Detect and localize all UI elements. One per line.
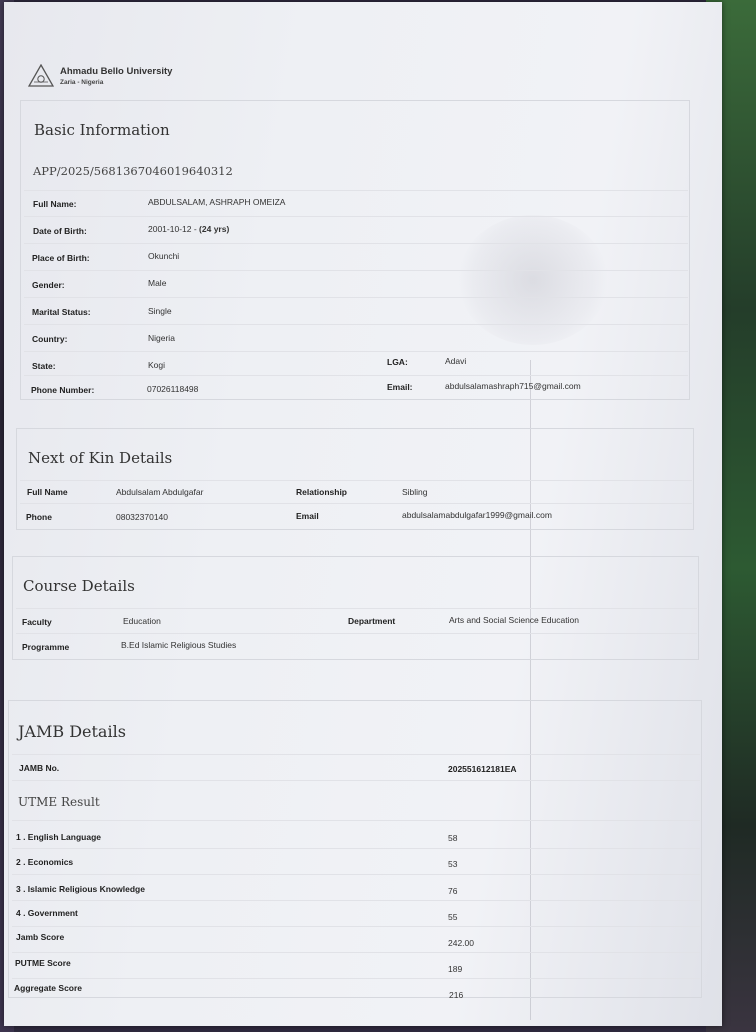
kin-phone-label: Phone	[26, 512, 52, 522]
phone-label: Phone Number:	[31, 385, 95, 395]
email-label: Email:	[387, 382, 413, 392]
country-value: Nigeria	[148, 333, 175, 343]
course-title: Course Details	[23, 577, 135, 595]
marital-value: Single	[148, 306, 172, 316]
next-of-kin-title: Next of Kin Details	[28, 449, 173, 467]
subject-4-name: 4 . Government	[16, 908, 78, 918]
programme-value: B.Ed Islamic Religious Studies	[121, 640, 237, 650]
pob-label: Place of Birth:	[32, 253, 90, 263]
gender-value: Male	[148, 278, 167, 288]
full-name-label: Full Name:	[33, 199, 77, 209]
programme-label: Programme	[22, 642, 70, 652]
putme-score-label: PUTME Score	[15, 958, 71, 968]
aggregate-score-label: Aggregate Score	[14, 983, 83, 993]
university-header	[28, 64, 172, 88]
state-label: State:	[32, 361, 56, 371]
jamb-score-label: Jamb Score	[16, 932, 65, 942]
jamb-no-label: JAMB No.	[19, 763, 60, 773]
application-id: APP/2025/5681367046019640312	[33, 164, 233, 178]
department-label: Department	[348, 616, 396, 626]
dob-date: 2001-10-12 -	[148, 224, 200, 234]
kin-name-value: Abdulsalam Abdulgafar	[116, 487, 204, 497]
subject-1-score: 58	[448, 833, 458, 843]
jamb-section	[8, 700, 702, 998]
jamb-score-value: 242.00	[448, 938, 474, 948]
dob-label: Date of Birth:	[33, 226, 87, 236]
utme-result-title: UTME Result	[18, 795, 100, 809]
subject-1-name: 1 . English Language	[16, 832, 102, 842]
subject-3-score: 76	[448, 886, 458, 896]
lga-value: Adavi	[445, 356, 467, 366]
full-name-value: ABDULSALAM, ASHRAPH OMEIZA	[148, 197, 286, 207]
aggregate-score-value: 216	[449, 990, 464, 1000]
dob-value	[148, 224, 229, 234]
marital-label: Marital Status:	[32, 307, 91, 317]
gender-label: Gender:	[32, 280, 65, 290]
subject-2-score: 53	[448, 859, 458, 869]
university-location: Zaria - Nigeria	[60, 79, 104, 86]
age-value: (24 yrs)	[199, 224, 230, 234]
state-value: Kogi	[148, 360, 166, 370]
jamb-title: JAMB Details	[18, 722, 126, 741]
lga-label: LGA:	[387, 357, 408, 367]
kin-phone-value: 08032370140	[116, 512, 169, 522]
university-logo-icon	[28, 64, 54, 88]
kin-name-label: Full Name	[27, 487, 68, 497]
pob-value: Okunchi	[148, 251, 180, 261]
kin-relationship-label: Relationship	[296, 487, 348, 497]
country-label: Country:	[32, 334, 68, 344]
faculty-label: Faculty	[22, 617, 52, 627]
kin-email-label: Email	[296, 511, 319, 521]
subject-4-score: 55	[448, 912, 458, 922]
basic-info-title: Basic Information	[34, 121, 170, 139]
department-value: Arts and Social Science Education	[449, 615, 579, 625]
subject-3-name: 3 . Islamic Religious Knowledge	[16, 884, 145, 894]
university-name: Ahmadu Bello University	[60, 66, 173, 77]
jamb-no-value: 202551612181EA	[448, 764, 517, 774]
subject-2-name: 2 . Economics	[16, 857, 74, 867]
kin-email-value: abdulsalamabdulgafar1999@gmail.com	[402, 510, 552, 520]
phone-value: 07026118498	[147, 384, 199, 394]
email-value: abdulsalamashraph715@gmail.com	[445, 381, 581, 391]
putme-score-value: 189	[448, 964, 463, 974]
kin-relationship-value: Sibling	[402, 487, 428, 497]
faculty-value: Education	[123, 616, 161, 626]
basic-info-section	[20, 100, 690, 400]
